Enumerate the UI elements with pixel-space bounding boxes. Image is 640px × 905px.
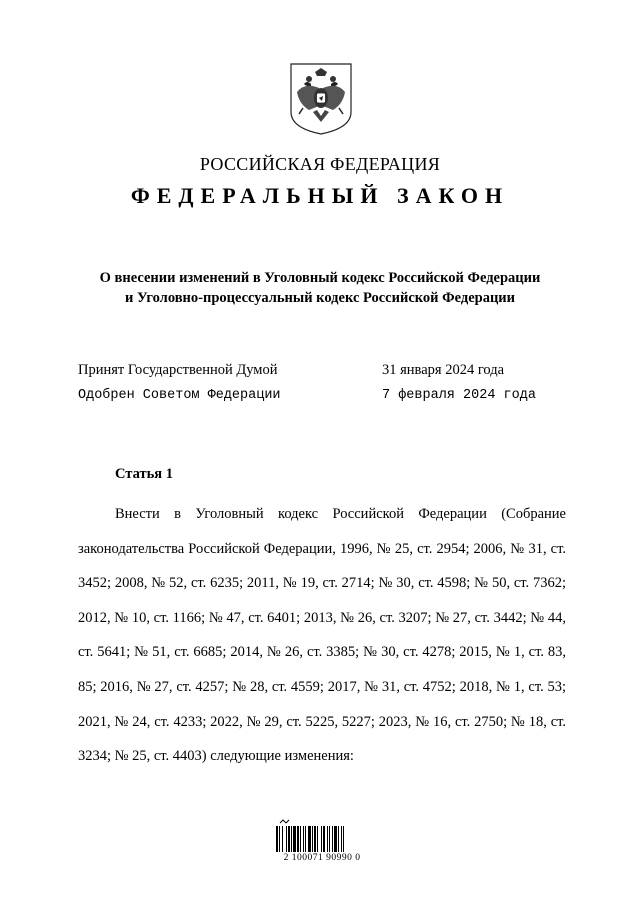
adoption-date: 7 февраля 2024 года	[382, 388, 536, 403]
law-title-line-2: и Уголовно-процессуальный кодекс Российской Федерации	[124, 290, 516, 306]
country-heading: РОССИЙСКАЯ ФЕДЕРАЦИЯ	[199, 154, 441, 174]
law-title	[40, 268, 600, 308]
article-body-text: Внести в Уголовный кодекс Российской Федерации (Собрание законодательства Российской Федерации, 1996, № 25, ст. 2954; 2006, № 31, ст. 3452; 2008, № 52, ст. 6235; 2011, № 19, ст. 2714; № 30, ст. 4598; № 50, ст. 7362; 2012, № 10, ст. 1166; № 47, ст. 6401; 2013, № 26, ст. 3207; № 27, ст. 3442; № 44, ст. 5641; № 51, ст. 6685; 2014, № 26, ст. 3385; № 30, ст. 4278; 2015, № 1, ст. 83, 85; 2016, № 27, ст. 4257; № 28, ст. 4559; 2017, № 31, ст. 4752; 2018, № 1, ст. 53; 2021, № 24, ст. 4233; 2022, № 29, ст. 5225, 5227; 2023, № 16, ст. 2750; № 18, ст. 3234; № 25, ст. 4403) следующие изменения:	[78, 506, 566, 765]
coat-of-arms-icon	[289, 62, 353, 136]
adoption-label: Принят Государственной Думой	[78, 362, 278, 378]
adoption-date: 31 января 2024 года	[382, 362, 505, 378]
law-title-line-1: О внесении изменений в Уголовный кодекс Российской Федерации	[99, 270, 541, 286]
adoption-label: Одобрен Советом Федерации	[78, 388, 281, 403]
article-heading: Статья 1	[115, 466, 173, 482]
document-type-heading: ФЕДЕРАЛЬНЫЙ ЗАКОН	[130, 183, 510, 208]
barcode-digits: 2 100071 90990 0	[283, 853, 361, 863]
